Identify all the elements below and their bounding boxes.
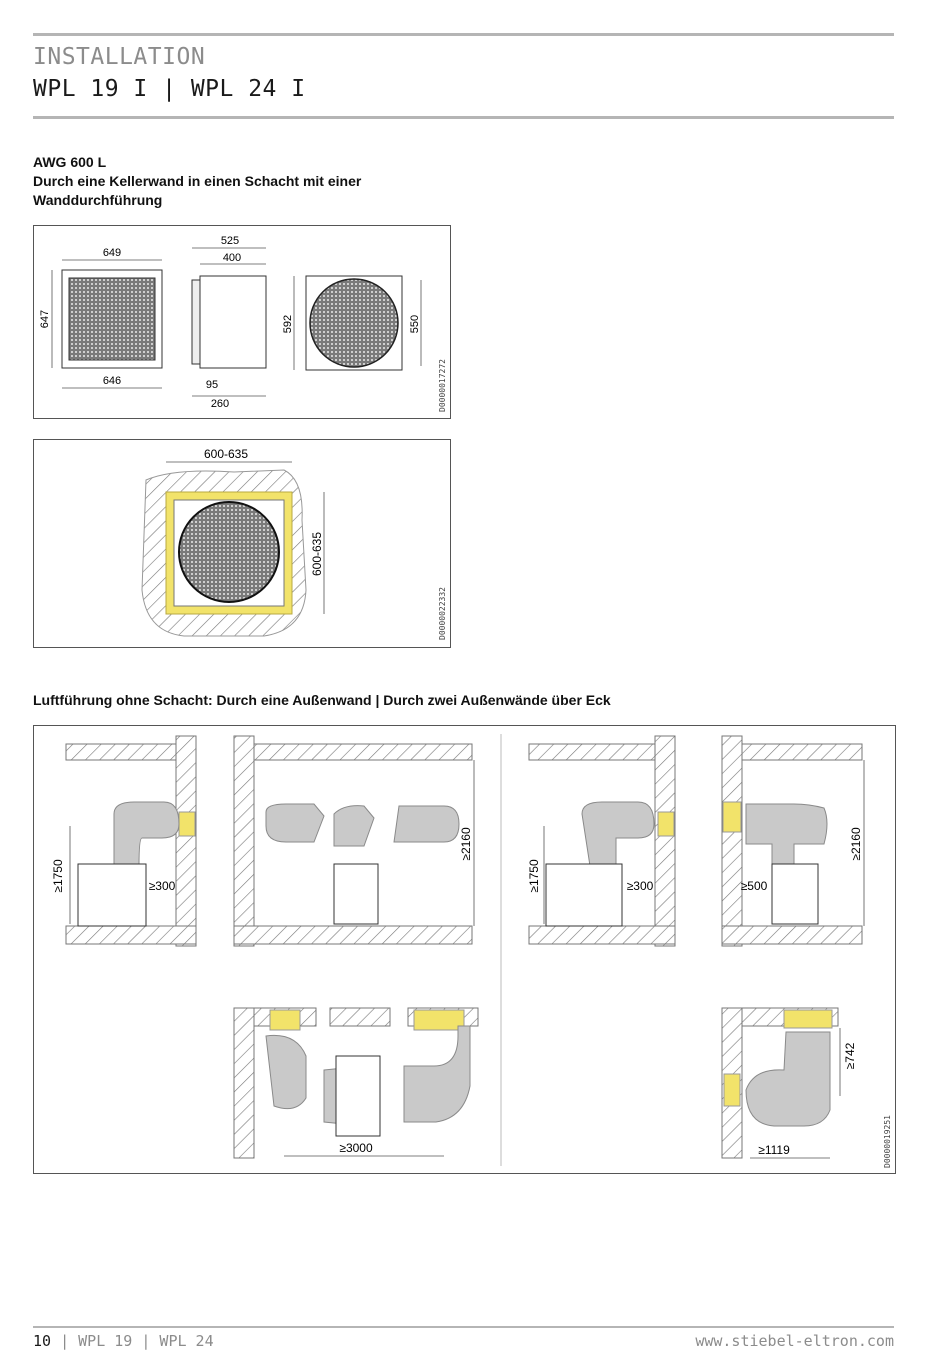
heading-line: Durch eine Kellerwand in einen Schacht mit einer [33, 173, 362, 189]
dim-500: ≥500 [740, 879, 768, 893]
dim-300: ≥300 [148, 879, 176, 893]
wall-vertical [176, 736, 196, 946]
dim-646: 646 [102, 375, 122, 387]
air-duct-figure [33, 725, 896, 1174]
footer-left [33, 1332, 214, 1350]
drawing-code: D0000022332 [438, 587, 447, 640]
wall-passage-figure [33, 439, 451, 648]
dim-1750: ≥1750 [527, 859, 541, 893]
floor [66, 926, 196, 944]
dim-3000: ≥3000 [339, 1141, 373, 1155]
dim-300: ≥300 [626, 879, 654, 893]
top-rule [33, 33, 894, 36]
heading-line: AWG 600 L [33, 154, 107, 170]
heading-line: Wanddurchführung [33, 192, 163, 208]
air-duct-drawing [34, 726, 895, 1173]
dim-400: 400 [222, 252, 242, 264]
grille-circle [179, 502, 279, 602]
heat-pump-unit [78, 864, 146, 926]
section-title: INSTALLATION [33, 44, 206, 70]
grille-mesh [69, 278, 155, 360]
footer-url: www.stiebel-eltron.com [695, 1332, 894, 1350]
dim-2160: ≥2160 [849, 827, 863, 861]
dim-260: 260 [210, 398, 230, 410]
grille-round [310, 279, 398, 367]
dim-525: 525 [220, 235, 240, 247]
section1-heading [33, 153, 361, 210]
dim-592: 592 [282, 314, 294, 334]
dim-2160: ≥2160 [459, 827, 473, 861]
page-title: WPL 19 I | WPL 24 I [33, 76, 306, 102]
dim-95: 95 [205, 379, 219, 391]
duct [114, 802, 179, 866]
dim-1119: ≥1119 [758, 1143, 790, 1157]
footer-models: | WPL 19 | WPL 24 [51, 1332, 214, 1350]
dimension-drawing [34, 226, 450, 418]
dim-height: 600-635 [310, 531, 324, 577]
footer-rule [33, 1326, 894, 1328]
drawing-code: D0000019251 [883, 1115, 892, 1168]
header-rule [33, 116, 894, 119]
page-number: 10 [33, 1332, 52, 1350]
dim-742: ≥742 [843, 1042, 857, 1070]
drawing-code: D0000017272 [438, 359, 447, 412]
dim-550: 550 [409, 314, 421, 334]
wall-passage-drawing [34, 440, 450, 647]
dim-1750: ≥1750 [51, 859, 65, 893]
grille-side [200, 276, 266, 368]
dim-649: 649 [102, 247, 122, 259]
dim-width: 600-635 [203, 447, 249, 461]
dim-647: 647 [39, 309, 51, 329]
dimension-figure [33, 225, 451, 419]
section2-heading: Luftführung ohne Schacht: Durch eine Außenwand | Durch zwei Außenwände über Eck [33, 692, 611, 708]
